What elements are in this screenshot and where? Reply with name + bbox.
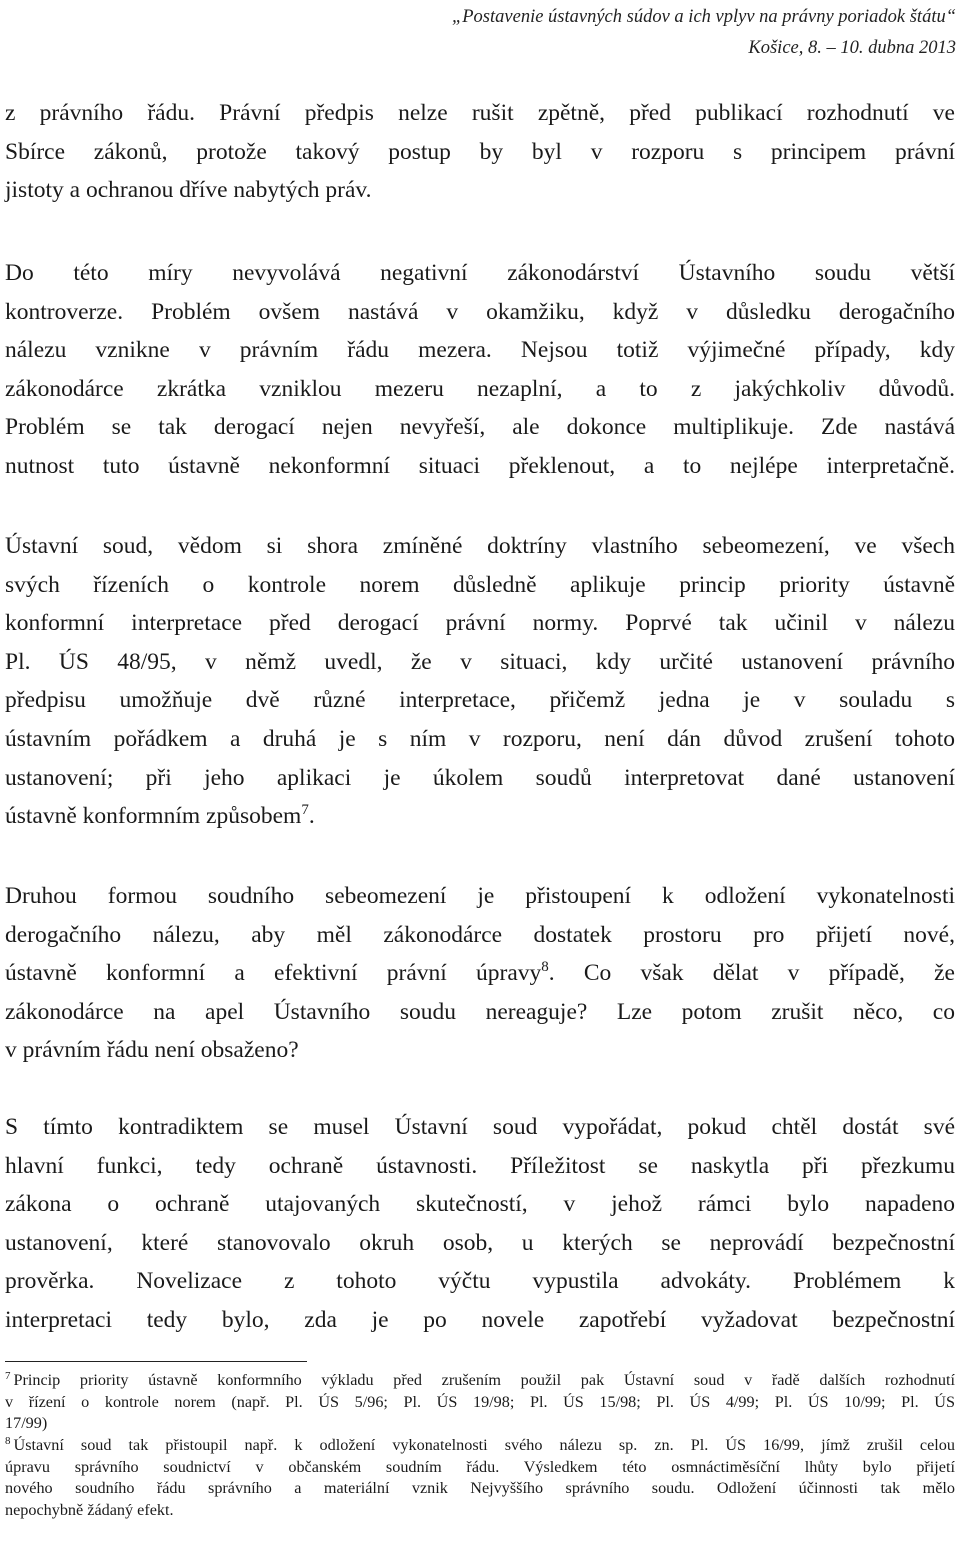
text-line xyxy=(5,954,955,993)
text-line: z právního řádu. Právní předpis nelze rušit zpětně, před publikací rozhodnutí ve xyxy=(5,100,955,126)
text-line: hlavní funkci, tedy ochraně ústavnosti. Příležitost se naskytla při přezkumu xyxy=(5,1152,955,1179)
text-line: svých řízeních o kontrole norem důsledně aplikuje princip priority ústavně xyxy=(5,571,955,598)
paragraph-5 xyxy=(5,1108,955,1340)
text-span: Princip priority ústavně konformního výkladu před zrušením použil pak Ústavní soud v řadě dalších rozhodnutí xyxy=(13,1371,955,1389)
paragraph-4 xyxy=(5,877,955,1070)
text-line: ustanovení, které stanovovalo okruh osob, u kterých se neprovádí bezpečnostní xyxy=(5,1229,955,1256)
conference-date: Košice, 8. – 10. dubna 2013 xyxy=(748,38,956,58)
text-line: Sbírce zákonů, protože takový postup by byl v rozporu s principem právní xyxy=(5,138,955,165)
footnote-line xyxy=(5,1370,955,1392)
text-line: Druhou formou soudního sebeomezení je přistoupení k odložení vykonatelnosti xyxy=(5,883,955,909)
text-line: Ústavní soud, vědom si shora zmíněné doktríny vlastního sebeomezení, ve všech xyxy=(5,533,955,559)
footnote-line: 17/99) xyxy=(5,1414,48,1433)
text-line: nutnost tuto ústavně nekonformní situaci překlenout, a to nejlépe interpretačně. xyxy=(5,452,955,479)
text-line: v právním řádu není obsaženo? xyxy=(5,1037,299,1064)
text-line: konformní interpretace před derogací právní normy. Poprvé tak učinil v nálezu xyxy=(5,610,955,637)
footnote-ref-7[interactable]: 7 xyxy=(301,802,309,819)
text-line: interpretaci tedy bylo, zda je po novele zapotřebí vyžadovat bezpečnostní xyxy=(5,1306,955,1333)
footnote-number: 7 xyxy=(5,1369,11,1382)
text-line: předpisu umožňuje dvě různé interpretace, přičemž jedna je v souladu s xyxy=(5,687,955,714)
text-line: ústavním pořádkem a druhá je s ním v rozporu, není dán důvod zrušení tohoto xyxy=(5,725,955,752)
footnote-line: nového soudního řádu správního a materiální vznik Nejvyššího správního soudu. Odložení účinnosti tak mělo xyxy=(5,1479,955,1498)
paragraph-2 xyxy=(5,254,955,486)
text-line: zákonodárce na apel Ústavního soudu nereaguje? Lze potom zrušit něco, co xyxy=(5,998,955,1025)
footnote-number: 8 xyxy=(5,1434,11,1447)
text-line: kontroverze. Problém ovšem nastává v okamžiku, když v důsledku derogačního xyxy=(5,298,955,325)
text-line xyxy=(5,797,955,836)
text-span: . xyxy=(308,803,315,830)
text-line: jistoty a ochranou dříve nabytých práv. xyxy=(5,177,372,204)
footnote-line: v řízení o kontrole norem (např. Pl. ÚS 5/96; Pl. ÚS 19/98; Pl. ÚS 15/98; Pl. ÚS 4/99; Pl. ÚS 10/99; Pl. ÚS xyxy=(5,1392,955,1411)
footnote-ref-8[interactable]: 8 xyxy=(541,959,549,976)
text-line: zákonodárce zkrátka vzniklou mezeru nezaplní, a to z jakýchkoliv důvodů. xyxy=(5,375,955,402)
footnote-line: úpravu správního soudnictví v občanském soudním řádu. Výsledkem této osmnáctiměsíční lhůty bylo přijetí xyxy=(5,1457,955,1476)
footnote-line: nepochybně žádaný efekt. xyxy=(5,1501,174,1520)
text-span: ústavně konformním způsobem xyxy=(5,803,302,830)
text-line: Problém se tak derogací nejen nevyřeší, ale dokonce multiplikuje. Zde nastává xyxy=(5,414,955,441)
text-span: ústavně konformní a efektivní právní úpravy xyxy=(5,960,542,987)
footnote-line xyxy=(5,1435,955,1457)
text-line: Do této míry nevyvolává negativní zákonodárství Ústavního soudu větší xyxy=(5,260,955,286)
text-line: S tímto kontradiktem se musel Ústavní soud vypořádat, pokud chtěl dostát své xyxy=(5,1114,955,1140)
text-line: prověrka. Novelizace z tohoto výčtu vypustila advokáty. Problémem k xyxy=(5,1268,955,1295)
text-line: derogačního nálezu, aby měl zákonodárce dostatek prostoru pro přijetí nové, xyxy=(5,921,955,948)
footnote-8 xyxy=(5,1435,955,1522)
text-line: nálezu vznikne v právním řádu mezera. Nejsou totiž výjimečné případy, kdy xyxy=(5,337,955,364)
footnote-7 xyxy=(5,1370,955,1435)
text-line: zákona o ochraně utajovaných skutečností, v jehož rámci bylo napadeno xyxy=(5,1191,955,1218)
footnotes xyxy=(5,1370,955,1522)
conference-title: „Postavenie ústavných súdov a ich vplyv na právny poriadok štátu“ xyxy=(451,7,956,27)
footnote-separator xyxy=(5,1361,307,1362)
text-line: Pl. ÚS 48/95, v němž uvedl, že v situaci, kdy určité ustanovení právního xyxy=(5,648,955,675)
text-span: Ústavní soud tak přistoupil např. k odložení vykonatelnosti svého nálezu sp. zn. Pl. ÚS 16/99, jímž zrušil celou xyxy=(13,1436,955,1455)
paragraph-3 xyxy=(5,527,955,836)
paragraph-1 xyxy=(5,94,955,210)
page-header xyxy=(452,2,956,64)
text-span: . Co však dělat v případě, že xyxy=(548,960,955,987)
text-line: ustanovení; při jeho aplikaci je úkolem soudů interpretovat dané ustanovení xyxy=(5,764,955,791)
